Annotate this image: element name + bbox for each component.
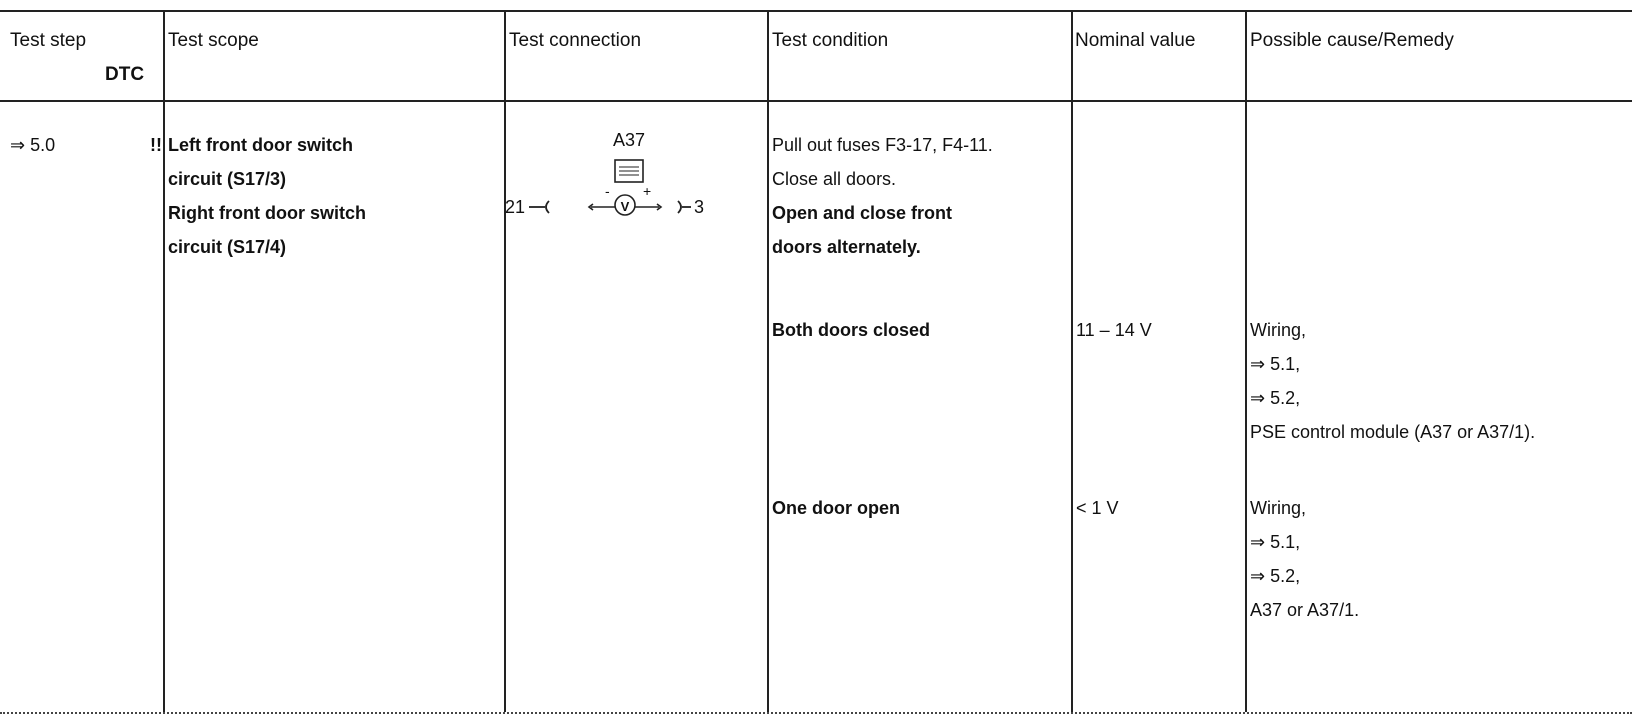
case-2-nominal: < 1 V xyxy=(1076,498,1119,518)
table-bottom-dotted-rule xyxy=(0,712,1632,714)
scope-line-2: circuit (S17/3) xyxy=(168,169,287,189)
case-2-remedy-4: A37 or A37/1. xyxy=(1250,600,1360,620)
left-pin-label: 21 xyxy=(505,197,526,217)
header-dtc: DTC xyxy=(105,64,145,85)
case-1-remedy-1: Wiring, xyxy=(1250,320,1307,340)
column-divider-2 xyxy=(504,10,506,712)
header-nominal-value: Nominal value xyxy=(1075,30,1196,51)
header-test-step: Test step xyxy=(10,30,87,51)
case-1-remedy-4: PSE control module (A37 or A37/1). xyxy=(1250,422,1536,442)
scope-line-4: circuit (S17/4) xyxy=(168,237,287,257)
condition-intro-2: Close all doors. xyxy=(772,169,897,189)
header-test-connection: Test connection xyxy=(509,30,642,51)
meter-symbol: V xyxy=(620,199,630,214)
column-divider-3 xyxy=(767,10,769,712)
module-label: A37 xyxy=(612,130,646,150)
case-2-remedy-2: ⇒ 5.1, xyxy=(1250,532,1301,552)
test-step-marker: !! xyxy=(150,135,162,155)
left-probe-icon xyxy=(529,201,549,213)
header-possible-cause: Possible cause/Remedy xyxy=(1250,30,1454,51)
case-2-remedy-1: Wiring, xyxy=(1250,498,1307,518)
condition-intro-1: Pull out fuses F3-17, F4-11. xyxy=(772,135,993,155)
header-bottom-rule xyxy=(0,100,1632,102)
header-test-scope: Test scope xyxy=(168,30,259,51)
header-test-condition: Test condition xyxy=(772,30,889,51)
scope-line-1: Left front door switch xyxy=(168,135,353,155)
test-step-number: ⇒ 5.0 xyxy=(10,135,56,155)
right-probe-icon xyxy=(678,201,691,213)
case-1-condition: Both doors closed xyxy=(772,320,931,340)
column-divider-5 xyxy=(1245,10,1247,712)
right-pin-label: 3 xyxy=(694,197,705,217)
scope-line-3: Right front door switch xyxy=(168,203,366,223)
table-top-rule xyxy=(0,10,1632,12)
condition-bold-2: doors alternately. xyxy=(772,237,921,257)
column-divider-1 xyxy=(163,10,165,712)
condition-bold-1: Open and close front xyxy=(772,203,953,223)
case-1-remedy-3: ⇒ 5.2, xyxy=(1250,388,1301,408)
minus-sign: - xyxy=(605,183,610,199)
column-divider-4 xyxy=(1071,10,1073,712)
case-1-nominal: 11 – 14 V xyxy=(1076,320,1152,340)
case-2-condition: One door open xyxy=(772,498,900,518)
case-1-remedy-2: ⇒ 5.1, xyxy=(1250,354,1301,374)
voltmeter-connection-diagram xyxy=(505,126,705,236)
case-2-remedy-3: ⇒ 5.2, xyxy=(1250,566,1301,586)
control-module-icon xyxy=(615,160,643,182)
plus-sign: + xyxy=(643,183,652,199)
